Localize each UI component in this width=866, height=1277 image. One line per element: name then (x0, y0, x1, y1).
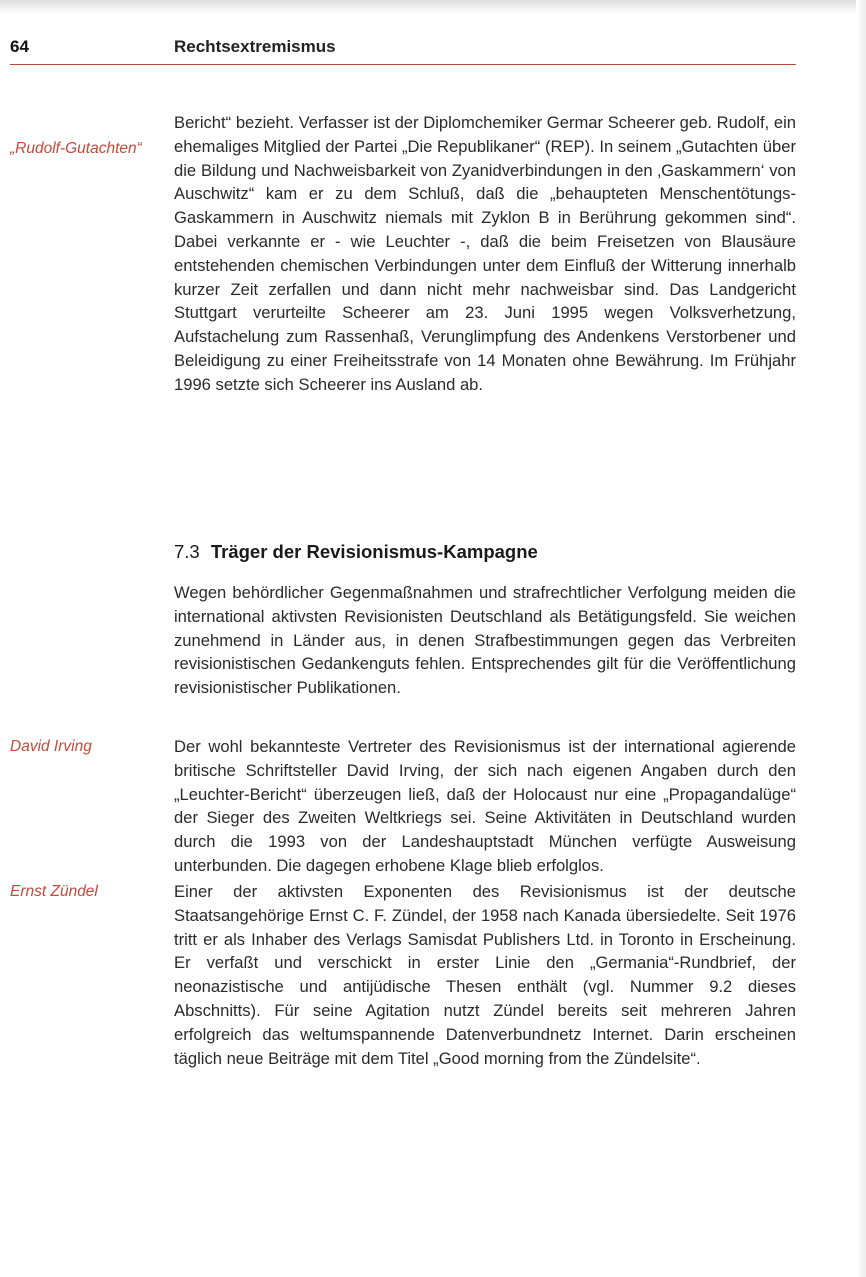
paragraph-rudolf: Bericht“ bezieht. Verfasser ist der Diplomchemiker Germar Scheerer geb. Rudolf, ein ehemaliges Mitglied der Partei „Die Republikaner“ (REP). In seinem „Gutachten über die Bildung und Nachweisbarkeit von Zyanidverbindungen in den ‚Gaskammern‘ von Auschwitz“ kam er zu dem Schluß, daß die „behaupteten Menschentötungs-Gaskammern in Auschwitz niemals mit Zyklon B in Berührung gekommen sind“. Dabei verkannte er - wie Leuchter -, daß die beim Freisetzen von Blausäure entstehenden chemischen Verbindungen unter dem Einfluß der Witterung innerhalb kurzer Zeit zerfallen und dann nicht mehr nachweisbar sind. Das Landgericht Stuttgart verurteilte Scheerer am 23. Juni 1995 wegen Volksverhetzung, Aufstachelung zum Rassenhaß, Verunglimpfung des Andenkens Verstorbener und Beleidigung zu einer Freiheitsstrafe von 14 Monaten ohne Bewährung. Im Frühjahr 1996 setzte sich Scheerer ins Ausland ab. (174, 113, 796, 394)
margin-note-rudolf-gutachten: „Rudolf-Gutachten“ (10, 140, 142, 157)
scan-edge-top (0, 0, 866, 14)
paragraph-revisionisten: Wegen behördlicher Gegenmaßnahmen und strafrechtlicher Verfolgung meiden die international aktivsten Revisionisten Deutschland als Betätigungsfeld. Sie weichen zunehmend in Länder aus, in denen Strafbestimmungen gegen das Verbreiten revisionistischen Gedankenguts fehlen. Entsprechendes gilt für die Veröffentlichung revisionistischer Publikationen. (174, 583, 796, 698)
running-title: Rechtsextremismus (174, 37, 336, 56)
page-header (0, 37, 800, 61)
header-rule (10, 64, 796, 65)
page-number: 64 (10, 37, 29, 56)
margin-note-david-irving: David Irving (10, 738, 92, 755)
section-number: 7.3 (174, 541, 200, 562)
scan-edge-right (856, 0, 866, 1277)
section-title: Träger der Revisionismus-Kampagne (210, 541, 538, 562)
margin-note-ernst-zuendel: Ernst Zündel (10, 883, 98, 900)
paragraph-irving: Der wohl bekannteste Vertreter des Revisionismus ist der international agierende britische Schriftsteller David Irving, der sich nach eigenen Angaben durch den „Leuchter-Bericht“ überzeugen ließ, daß der Holocaust nur eine „Propagandalüge“ der Sieger des Zweiten Weltkriegs sei. Seine Aktivitäten in Deutschland wurden durch die 1993 von der Landeshauptstadt München verfügte Ausweisung unterbunden. Die dagegen erhobene Klage blieb erfolglos. (174, 737, 796, 875)
section-heading (174, 541, 796, 563)
paragraph-zuendel: Einer der aktivsten Exponenten des Revisionismus ist der deutsche Staatsangehörige Ernst C. F. Zündel, der 1958 nach Kanada übersiedelte. Seit 1976 tritt er als Inhaber des Verlags Samisdat Publishers Ltd. in Toronto in Erscheinung. Er verfaßt und verschickt in erster Linie den „Germania“-Rundbrief, der neonazistische und antijüdische Thesen enthält (vgl. Nummer 9.2 dieses Abschnitts). Für seine Agitation nutzt Zündel bereits seit mehreren Jahren erfolgreich das weltumspannende Datenverbundnetz Internet. Darin erscheinen täglich neue Beiträge mit dem Titel „Good morning from the Zündelsite“. (174, 882, 796, 1068)
